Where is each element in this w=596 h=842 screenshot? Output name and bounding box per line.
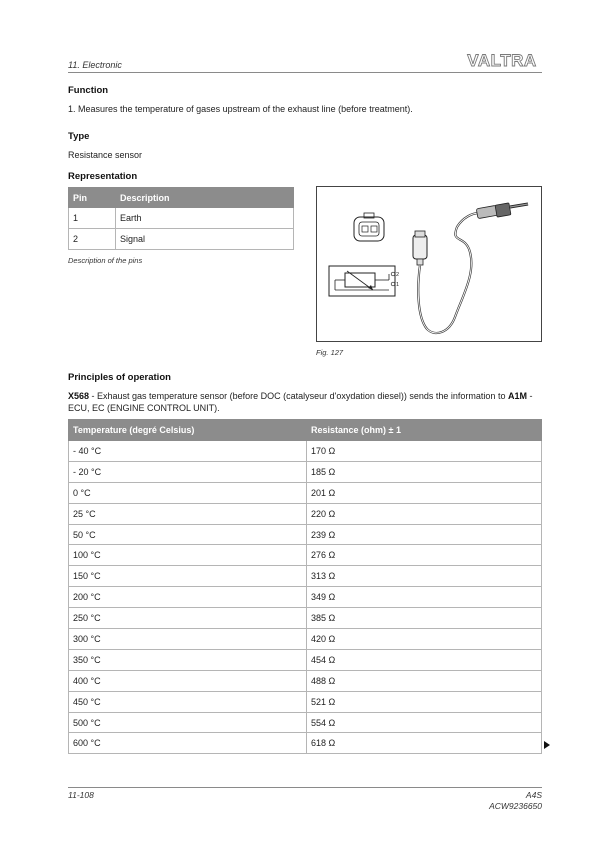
resistance-cell: 185 Ω	[307, 461, 542, 482]
valtra-logo	[462, 50, 542, 70]
header-rule	[68, 72, 542, 73]
continue-arrow-icon	[544, 741, 550, 749]
temperature-cell: 50 °C	[69, 524, 307, 545]
pin-table-row	[69, 208, 294, 229]
pin-table-header-row	[69, 188, 294, 208]
type-text: Resistance sensor	[68, 150, 143, 160]
pin-table-header-description: Description	[116, 188, 294, 208]
resistance-cell: 220 Ω	[307, 503, 542, 524]
table-row	[69, 503, 542, 524]
resistance-cell: 420 Ω	[307, 629, 542, 650]
table-row	[69, 712, 542, 733]
pin-table-row	[69, 229, 294, 250]
connector-plug-icon	[413, 231, 427, 265]
figure-pin-label: 2	[396, 272, 400, 278]
svg-text:VALTRA: VALTRA	[467, 51, 537, 70]
table-row	[69, 566, 542, 587]
table-row	[69, 461, 542, 482]
footer-rule	[68, 787, 542, 788]
resistance-cell: 349 Ω	[307, 587, 542, 608]
resistance-column-header: Resistance (ohm) ± 1	[307, 420, 542, 441]
temperature-cell: 400 °C	[69, 670, 307, 691]
function-item-text: Measures the temperature of gases upstream of the exhaust line (before treatment).	[78, 104, 413, 114]
resistance-cell: 313 Ω	[307, 566, 542, 587]
resistance-cell: 554 Ω	[307, 712, 542, 733]
pin-cell: 2	[69, 229, 116, 250]
resistance-cell: 201 Ω	[307, 482, 542, 503]
footer-page-number: 11-108	[68, 790, 94, 800]
connector-face-icon	[354, 213, 384, 241]
table-row	[69, 608, 542, 629]
temperature-cell: 0 °C	[69, 482, 307, 503]
temperature-cell: 250 °C	[69, 608, 307, 629]
resistance-cell: 454 Ω	[307, 649, 542, 670]
sensor-illustration	[317, 187, 541, 341]
temperature-table-header-row	[69, 420, 542, 441]
function-item-number: 1.	[68, 104, 76, 114]
table-row	[69, 649, 542, 670]
table-row	[69, 691, 542, 712]
footer-document-info	[489, 790, 542, 812]
temperature-cell: 300 °C	[69, 629, 307, 650]
table-row	[69, 482, 542, 503]
pin-table-caption: Description of the pins	[68, 256, 143, 265]
temperature-cell: - 20 °C	[69, 461, 307, 482]
resistance-cell: 239 Ω	[307, 524, 542, 545]
temperature-cell: 450 °C	[69, 691, 307, 712]
figure-pin-label: 1	[396, 282, 400, 288]
resistance-cell: 276 Ω	[307, 545, 542, 566]
table-row	[69, 587, 542, 608]
table-row	[69, 441, 542, 462]
temperature-cell: 350 °C	[69, 649, 307, 670]
table-row	[69, 733, 542, 754]
representation-heading: Representation	[68, 171, 138, 182]
principles-heading: Principles of operation	[68, 372, 171, 383]
schematic-symbol	[329, 266, 395, 296]
figure-caption: Fig. 127	[316, 348, 344, 357]
component-code-x568: X568	[68, 391, 90, 401]
table-row	[69, 524, 542, 545]
sensor-cable	[418, 213, 479, 333]
resistance-cell: 618 Ω	[307, 733, 542, 754]
pin-table	[68, 187, 294, 250]
resistance-cell: 521 Ω	[307, 691, 542, 712]
temperature-probe-icon	[476, 203, 528, 219]
type-heading: Type	[68, 131, 90, 142]
temperature-column-header: Temperature (degré Celsius)	[69, 420, 307, 441]
header-section-title: 11. Electronic	[68, 60, 122, 70]
temperature-cell: 25 °C	[69, 503, 307, 524]
pin-description-cell: Earth	[116, 208, 294, 229]
pin-table-header-pin: Pin	[69, 188, 116, 208]
component-code-a1m: A1M	[507, 391, 527, 401]
footer-doc-code: ACW9236650	[489, 801, 542, 811]
temperature-cell: 600 °C	[69, 733, 307, 754]
table-row	[69, 629, 542, 650]
resistance-cell: 385 Ω	[307, 608, 542, 629]
temperature-cell: 100 °C	[69, 545, 307, 566]
temperature-cell: 150 °C	[69, 566, 307, 587]
table-row	[69, 545, 542, 566]
temperature-cell: 500 °C	[69, 712, 307, 733]
function-item	[68, 103, 413, 115]
pin-description-cell: Signal	[116, 229, 294, 250]
principles-text	[68, 390, 542, 414]
table-row	[69, 670, 542, 691]
footer-model: A4S	[525, 790, 542, 800]
resistance-cell: 170 Ω	[307, 441, 542, 462]
temperature-cell: - 40 °C	[69, 441, 307, 462]
sensor-figure	[316, 186, 542, 342]
temperature-resistance-table	[68, 419, 542, 754]
principles-text-part1: - Exhaust gas temperature sensor (before DOC (catalyseur d'oxydation diesel)) sends the information to	[89, 391, 508, 401]
temperature-cell: 200 °C	[69, 587, 307, 608]
pin-cell: 1	[69, 208, 116, 229]
principles-text-part2: - ECU, EC (ENGINE CONTROL UNIT).	[68, 391, 533, 413]
function-heading: Function	[68, 85, 109, 96]
resistance-cell: 488 Ω	[307, 670, 542, 691]
